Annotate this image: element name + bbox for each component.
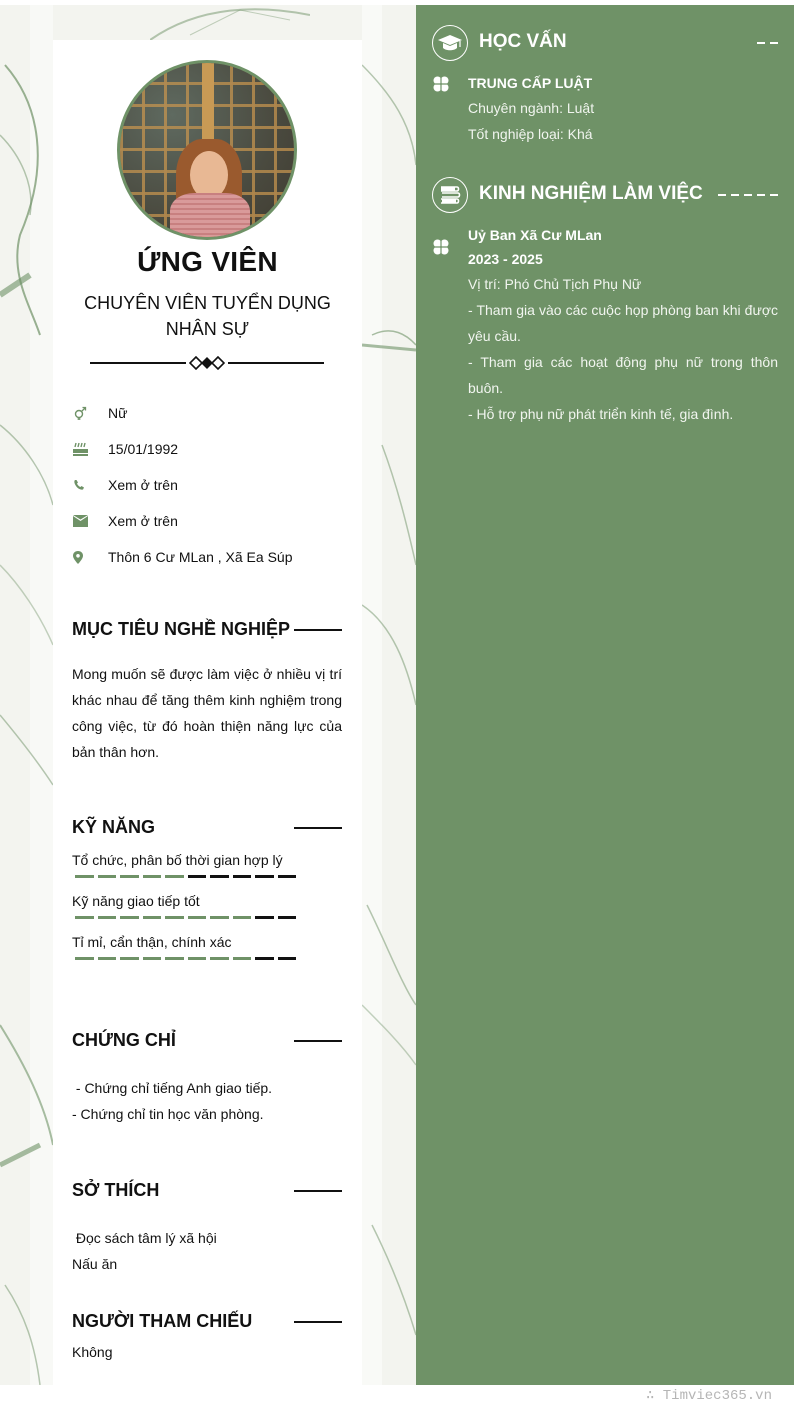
section-rule	[294, 1190, 342, 1192]
avatar	[117, 60, 297, 240]
leaf-decoration-icon	[362, 5, 416, 1385]
dashed-rule	[757, 42, 778, 44]
experience-duty: - Tham gia các hoạt động phụ nữ trong thôn buôn.	[468, 354, 778, 396]
skill-item	[72, 849, 342, 878]
section-rule	[294, 827, 342, 829]
experience-header	[432, 177, 778, 215]
birthday-cake-icon	[72, 441, 108, 457]
map-marker-icon	[72, 549, 108, 565]
education-header	[432, 25, 778, 63]
objective-text: Mong muốn sẽ được làm việc ở nhiều vị trí khác nhau để tăng thêm kinh nghiệm trong công việc, từ đó hoàn thiện năng lực của bản thân hơn.	[72, 666, 342, 760]
skill-label: Kỹ năng giao tiếp tốt	[72, 893, 200, 909]
email-value: Xem ở trên	[108, 513, 178, 529]
experience-title: KINH NGHIỆM LÀM VIỆC	[479, 183, 703, 204]
phone-value: Xem ở trên	[108, 477, 178, 493]
books-icon	[432, 177, 468, 213]
contact-gender	[72, 395, 342, 431]
objective-title: MỤC TIÊU NGHỀ NGHIỆP	[72, 619, 291, 639]
education-school: TRUNG CẤP LUẬT	[468, 75, 593, 91]
skill-label: Tổ chức, phân bố thời gian hợp lý	[72, 852, 283, 868]
watermark: ∴ Timviec365.vn	[645, 1388, 772, 1404]
address-value: Thôn 6 Cư MLan , Xã Ea Súp	[108, 549, 293, 565]
education-item	[468, 71, 778, 147]
section-hobbies	[72, 1178, 342, 1277]
section-rule	[294, 1321, 342, 1323]
graduation-cap-icon	[432, 25, 468, 61]
ornamental-divider	[90, 356, 324, 370]
skill-label: Tỉ mỉ, cẩn thận, chính xác	[72, 934, 232, 950]
hobbies-title: SỞ THÍCH	[72, 1180, 160, 1200]
skill-item	[72, 931, 342, 960]
education-grade: Tốt nghiệp loại: Khá	[468, 126, 593, 142]
experience-duty: - Tham gia vào các cuộc họp phòng ban khi được yêu cầu.	[468, 302, 778, 344]
leaf-decoration-icon	[0, 385, 53, 1385]
leaf-decoration-icon	[0, 45, 60, 345]
section-certificates	[72, 1028, 342, 1127]
experience-period: 2023 - 2025	[468, 251, 543, 267]
gender-value: Nữ	[108, 405, 128, 421]
references-text: Không	[72, 1344, 113, 1360]
envelope-icon	[72, 513, 108, 529]
section-objective	[72, 617, 342, 765]
right-column	[416, 5, 794, 1385]
skill-rating-bar	[72, 875, 342, 878]
diamond-ornament-icon	[189, 356, 225, 370]
dashed-rule	[718, 194, 778, 196]
phone-icon	[72, 477, 108, 493]
candidate-position: CHUYÊN VIÊN TUYỂN DỤNG NHÂN SỰ	[84, 293, 331, 339]
certificates-title: CHỨNG CHỈ	[72, 1030, 176, 1050]
skills-title: KỸ NĂNG	[72, 817, 156, 837]
references-title: NGƯỜI THAM CHIẾU	[72, 1311, 253, 1331]
leaf-decoration-icon	[150, 5, 310, 45]
hobby-line: Nấu ăn	[72, 1256, 118, 1272]
clover-bullet-icon	[432, 75, 450, 93]
experience-item	[468, 223, 778, 427]
certificate-line: - Chứng chỉ tiếng Anh giao tiếp.	[72, 1080, 273, 1096]
experience-role: Vị trí: Phó Chủ Tịch Phụ Nữ	[468, 276, 642, 292]
education-title: HỌC VẤN	[479, 31, 567, 52]
section-rule	[294, 1040, 342, 1042]
education-major: Chuyên ngành: Luật	[468, 100, 595, 116]
cv-page	[0, 5, 794, 1385]
section-skills	[72, 815, 342, 972]
skill-item	[72, 890, 342, 919]
skill-rating-bar	[72, 957, 342, 960]
birthday-value: 15/01/1992	[108, 441, 179, 457]
gender-icon	[72, 405, 108, 421]
experience-company: Uỷ Ban Xã Cư MLan	[468, 227, 602, 243]
section-rule	[294, 629, 342, 631]
contact-phone	[72, 467, 342, 503]
skill-rating-bar	[72, 916, 342, 919]
candidate-name: ỨNG VIÊN	[137, 246, 278, 277]
certificate-line: - Chứng chỉ tin học văn phòng.	[72, 1106, 264, 1122]
section-references	[72, 1309, 342, 1365]
contact-info	[72, 395, 342, 575]
left-profile-card	[53, 40, 362, 1385]
contact-birthday	[72, 431, 342, 467]
clover-bullet-icon	[432, 238, 450, 256]
contact-email	[72, 503, 342, 539]
hobby-line: Đọc sách tâm lý xã hội	[72, 1230, 217, 1246]
experience-duty: - Hỗ trợ phụ nữ phát triển kinh tế, gia đình.	[468, 406, 734, 422]
contact-address	[72, 539, 342, 575]
